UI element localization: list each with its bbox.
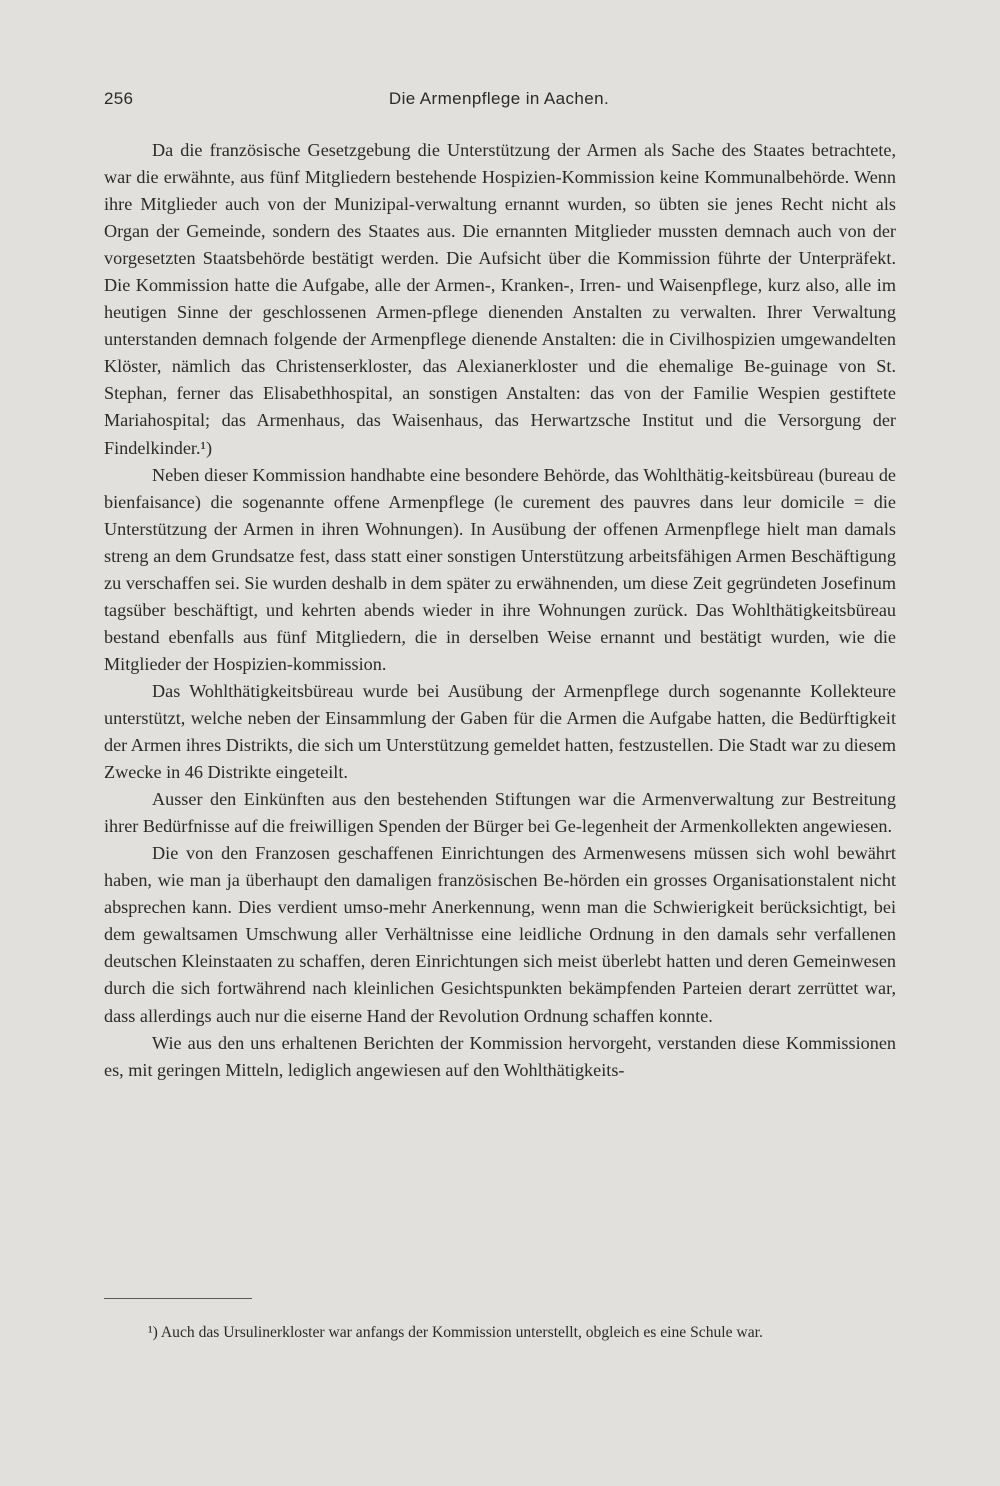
footnote: ¹) Auch das Ursulinerkloster war anfangs der Kommission unterstellt, obgleich es eine Schule war. bbox=[148, 1324, 763, 1341]
body-text bbox=[104, 137, 896, 1084]
paragraph: Ausser den Einkünften aus den bestehenden Stiftungen war die Armenverwaltung zur Bestreitung ihrer Bedürfnisse auf die freiwilligen Spenden der Bürger bei Ge-legenheit der Armenkollekten angewiesen. bbox=[104, 789, 896, 837]
footnote-divider bbox=[104, 1298, 252, 1299]
paragraph: Die von den Franzosen geschaffenen Einrichtungen des Armenwesens müssen sich wohl bewährt haben, wie man ja überhaupt den damaligen französischen Be-hörden ein grosses Organisationstalent nicht absprechen kann. Dies verdient umso-mehr Anerkennung, wenn man die Schwierigkeit berücksichtigt, bei dem gewaltsamen Umschwung aller Verhältnisse eine leidliche Ordnung in den damals sehr verfallenen deutschen Kleinstaaten zu schaffen, deren Einrichtungen sich meist überlebt hatten und deren Gemeinwesen durch die sich fortwährend nach kleinlichen Gesichtspunkten bekämpfenden Parteien derart zerrüttet war, dass allerdings auch nur die eiserne Hand der Revolution Ordnung schaffen konnte. bbox=[104, 843, 896, 1026]
paragraph: Neben dieser Kommission handhabte eine besondere Behörde, das Wohlthätig-keitsbüreau (bureau de bienfaisance) die sogenannte offene Armenpflege (le curement des pauvres dans leur domicile = die Unterstützung der Armen in ihren Wohnungen). In Ausübung der offenen Armenpflege hielt man damals streng an dem Grundsatze fest, dass statt einer sonstigen Unterstützung arbeitsfähigen Armen Beschäftigung zu verschaffen sei. Sie wurden deshalb in dem später zu erwähnenden, um diese Zeit gegründeten Josefinum tagsüber beschäftigt, und kehrten abends wieder in ihre Wohnungen zurück. Das Wohlthätigkeitsbüreau bestand ebenfalls aus fünf Mitgliedern, die in derselben Weise ernannt und bestätigt wurden, wie die Mitglieder der Hospizien-kommission. bbox=[104, 464, 896, 674]
paragraph: Da die französische Gesetzgebung die Unterstützung der Armen als Sache des Staates betrachtete, war die erwähnte, aus fünf Mitgliedern bestehende Hospizien-Kommission keine Kommunalbehörde. Wenn ihre Mitglieder auch von der Munizipal-verwaltung ernannt wurden, so übten sie jenes Recht nicht als Organ der Gemeinde, sondern des Staates aus. Die ernannten Mitglieder mussten demnach auch von der vorgesetzten Staatsbehörde bestätigt werden. Die Aufsicht über die Kommission führte der Unterpräfekt. Die Kommission hatte die Aufgabe, alle der Armen-, Kranken-, Irren- und Waisenpflege, kurz also, alle im heutigen Sinne der geschlossenen Armen-pflege dienenden Anstalten zu verwalten. Ihrer Verwaltung unterstanden demnach folgende der Armenpflege dienende Anstalten: die in Civilhospizien umgewandelten Klöster, nämlich das Christenserkloster, das Alexianerkloster und die ehemalige Be-guinage von St. Stephan, ferner das Elisabethhospital, an sonstigen Anstalten: das von der Familie Wespien gestiftete Mariahospital; das Armenhaus, das Waisenhaus, das Herwartzsche Institut und die Versorgung der Findelkinder.¹) bbox=[104, 140, 896, 458]
running-title: Die Armenpflege in Aachen. bbox=[388, 89, 610, 108]
paragraph: Das Wohlthätigkeitsbüreau wurde bei Ausübung der Armenpflege durch sogenannte Kollekteure unterstützt, welche neben der Einsammlung der Gaben für die Armen die Aufgabe hatten, die Bedürftigkeit der Armen ihres Distrikts, die sich um Unterstützung gemeldet hatten, festzustellen. Die Stadt war zu diesem Zwecke in 46 Distrikte eingeteilt. bbox=[104, 680, 896, 783]
page-number: 256 bbox=[104, 89, 134, 108]
paragraph: Wie aus den uns erhaltenen Berichten der Kommission hervorgeht, verstanden diese Kommissionen es, mit geringen Mitteln, lediglich angewiesen auf den Wohlthätigkeits- bbox=[104, 1032, 896, 1080]
page-header bbox=[104, 89, 894, 113]
